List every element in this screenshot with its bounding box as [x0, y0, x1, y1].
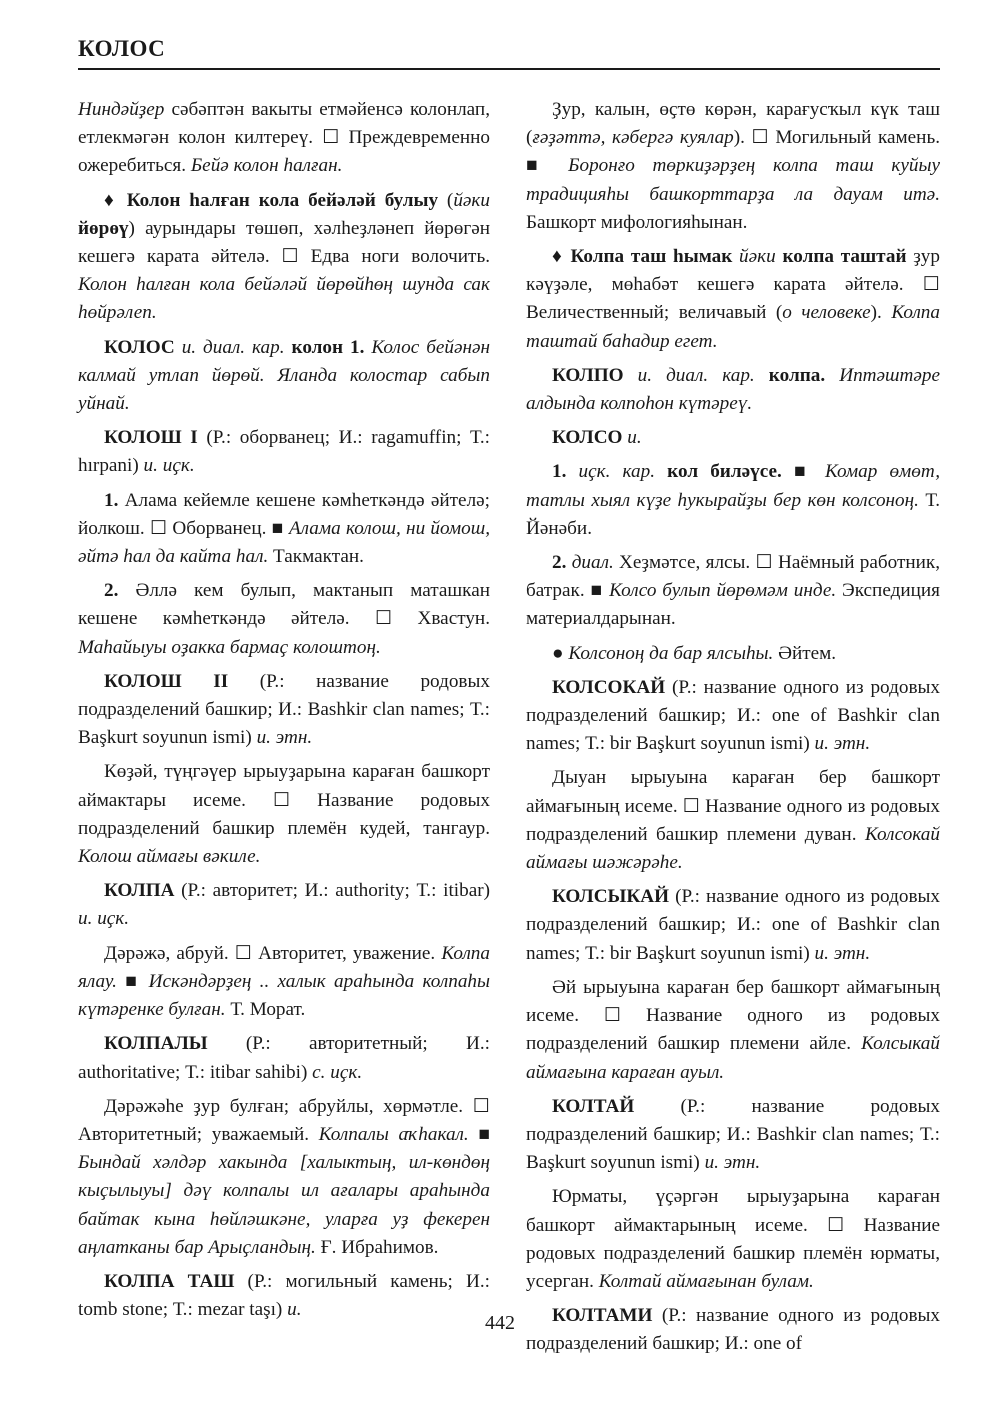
entry-text: Колпа ялау. [78, 942, 490, 992]
entry-text: и. [287, 1299, 302, 1321]
entry-text: (Р.: название родовых подразделений башкир; И.: Bashkir clan names; Т.: Başkurt soyunun ismi) [78, 670, 490, 749]
entry-text: (Р.: авторитетный; И.: authoritative; Т.: itibar sahibi) [78, 1033, 490, 1083]
entry-text: колпа. [768, 364, 826, 386]
entry-text: ) аурындары төшөп, хәлһеҙләнеп йөрөгән кешегә карата әйтелә. ☐ Едва ноги волочить. [78, 217, 490, 268]
dictionary-paragraph [78, 877, 490, 933]
dictionary-paragraph [78, 487, 490, 572]
entry-text: (Р.: название одного из родовых подразделений башкир; И.: one of Bashkir clan names; Т.: bir Başkurt soyunun ismi) [526, 886, 940, 964]
dictionary-paragraph [78, 577, 490, 662]
entry-text: Ниндәйҙер [78, 99, 165, 120]
dictionary-paragraph [526, 549, 940, 634]
entry-text: 1. [552, 461, 567, 483]
entry-text: Дәрәжә, абруй. ☐ Авторитет, уважение. [104, 942, 442, 964]
entry-text: и. иҫк. [143, 455, 195, 477]
entry-text: Колон һалған кола бейәләй йөрөйһөң шунда сак һөйрәлеп. [78, 274, 490, 324]
entry-text [624, 365, 638, 386]
dictionary-paragraph [78, 940, 490, 1025]
entry-text: 2. [552, 552, 567, 574]
headword: КОЛОШ I [104, 427, 198, 449]
entry-text: (Р.: могильный камень; И.: tomb stone; Т.: mezar taşı) [78, 1270, 490, 1321]
dictionary-paragraph [526, 674, 940, 759]
dictionary-paragraph [78, 96, 490, 181]
entry-text: и. диал. кар. [181, 336, 285, 358]
entry-text: Бейә колон һалған. [190, 155, 343, 177]
entry-text: Ғ. Ибраһимов. [315, 1236, 439, 1258]
entry-text: Боронғо төркиҙәрҙең колпа таш куйыу традицияһы башкорттарҙа ла дауам итә. [526, 155, 941, 205]
headword: КОЛПА ТАШ [104, 1270, 235, 1292]
entry-text [755, 365, 769, 386]
entry-text: Колтай аймағынан булам. [598, 1270, 814, 1292]
entry-text: ( [438, 189, 454, 211]
entry-text: и. этн. [814, 942, 871, 964]
entry-text [566, 461, 578, 482]
entry-text: Колпа таштай баһадир егет. [526, 302, 940, 352]
dictionary-paragraph [78, 668, 490, 753]
entry-text: и. этн. [256, 727, 313, 749]
dictionary-paragraph [526, 424, 940, 452]
headword: КОЛТАЙ [552, 1095, 635, 1117]
headword: КОЛТАМИ [552, 1305, 653, 1327]
entry-text: (Р.: название одного из родовых подразделений башкир; И.: one of [526, 1305, 940, 1355]
entry-text: колпа таштай [782, 246, 907, 268]
headword: КОЛСЫКАЙ [552, 886, 670, 908]
entry-text: Дәрәжәһе ҙур булған; абруйлы, хөрмәтле. ☐ Авторитетный; уважаемый. [78, 1095, 490, 1145]
dictionary-paragraph [78, 1093, 490, 1262]
entry-text: 2. [104, 580, 119, 602]
entry-text: иҫк. кар. [578, 461, 656, 483]
dictionary-paragraph [78, 1030, 490, 1086]
entry-text: Әллә кем булып, мактанып маташкан кешене кәмһеткәндә әйтелә. ☐ Хвастун. [78, 580, 490, 630]
entry-text: Колсыкай аймағына караған ауыл. [526, 1033, 940, 1083]
entry-text: ҙур кәүҙәле, мөһабәт кешегә карата әйтелә. ☐ Величественный; величавый ( [526, 246, 940, 324]
dictionary-paragraph [526, 362, 940, 418]
entry-text: Бындай хәлдәр хакында [халыктың, ил-көндөң кыҫылыуы] дәү колпалы ил ағалары араһында байтак кына һөйләшкәне, уларға уҙ фекерен аңлатканы бар Арыҫландың. [78, 1152, 490, 1258]
entry-text: 1. [104, 489, 119, 511]
entry-text: и. этн. [704, 1152, 761, 1174]
entry-text: Экспедиция материалдарынан. [526, 580, 940, 630]
entry-text: Колсокай аймағы шәжәрәһе. [526, 823, 940, 874]
entry-text: Көҙәй, түңгәүер ырыуҙарына караған башкорт аймактары исеме. ☐ Название родовых подразделений башкир племён кудей, тангаур. [78, 761, 490, 839]
entry-text: ғәҙәттә, кәбергә куялар [532, 127, 734, 149]
dictionary-paragraph [526, 1093, 940, 1178]
entry-text: Т. Йәнәби. [526, 489, 940, 539]
dictionary-paragraph [526, 883, 940, 968]
entry-text: ■ [468, 1123, 490, 1145]
headword: КОЛСОКАЙ [552, 676, 666, 698]
entry-text: и. [627, 427, 642, 449]
entry-text [175, 337, 182, 358]
entry-text: сәбәптән вакыты етмәйенсә колонлап, етлекмәгән колон килтереү. ☐ Преждевременно ожеребиться. [78, 99, 490, 177]
entry-text: ♦ Колон һалған кола бейәләй булыу [104, 189, 439, 211]
entry-text: и. этн. [814, 733, 871, 755]
headword: КОЛСО [552, 427, 623, 449]
entry-text: о человеке [782, 302, 871, 324]
entry-text: Колсо булып йөрөмәм инде. [609, 580, 837, 602]
entry-text: Комар өмөт, татлы хыял күҙе һукырайҙы бер көн колсоноң. [526, 461, 941, 511]
entry-text: кол биләүсе. [667, 461, 782, 483]
page-number: 442 [485, 1312, 515, 1334]
dictionary-paragraph [526, 974, 940, 1087]
entry-text: Колпалы аҡһакал. [318, 1123, 469, 1145]
headword: КОЛОШ II [104, 670, 229, 692]
entry-text: Әйтем. [773, 642, 837, 664]
headword: КОЛПА [104, 880, 175, 902]
left-column [78, 96, 490, 1330]
entry-text: Дыуан ырыуына караған бер башкорт аймағының исеме. ☐ Название одного из родовых подразделений башкир племени дуван. [526, 767, 940, 845]
running-head: КОЛОС [78, 36, 166, 61]
entry-text: и. диал. кар. [637, 364, 755, 386]
entry-text: (Р.: название родовых подразделений башкир; И.: Bashkir clan names; Т.: Başkurt soyunun ismi) [526, 1095, 940, 1174]
entry-text: ). [870, 302, 892, 324]
entry-text: йәки [739, 246, 776, 268]
dictionary-paragraph [526, 458, 940, 543]
entry-text: Иптәштәре алдында колпоһон күтәреү. [526, 364, 941, 415]
entry-text: Алама колош, ни йомош, әйтә һал да кайта һал. [78, 517, 490, 568]
entry-text: Т. Морат. [225, 999, 306, 1021]
dictionary-paragraph [526, 1183, 940, 1296]
dictionary-paragraph [78, 187, 490, 328]
entry-text [285, 337, 292, 358]
dictionary-paragraph [78, 334, 490, 419]
entry-text: колон 1. [291, 336, 365, 358]
entry-text: ● [552, 642, 569, 664]
entry-text: йөрөү [78, 217, 129, 239]
entry-text: с. иҫк. [312, 1061, 363, 1083]
dictionary-paragraph [78, 758, 490, 871]
entry-text: Хеҙмәтсе, ялсы. ☐ Наёмный работник, батрак. ■ [526, 552, 940, 602]
entry-text: Колос бейәнән калмай утлап йөрөй. Яланда колостар сабып уйнай. [78, 336, 491, 415]
entry-text: ■ [116, 970, 149, 992]
entry-text [825, 365, 839, 386]
entry-text: Алама кейемле кешене кәмһеткәндә әйтелә; йолкош. ☐ Оборванец. ■ [78, 489, 490, 539]
entry-text: Юрматы, үҫәргән ырыуҙарына караған башкорт аймактарының исеме. ☐ Название родовых подразделений башкир племён юрматы, усерган. [526, 1186, 940, 1292]
entry-text: (Р.: авторитет; И.: authority; Т.: itibar) [174, 880, 490, 902]
entry-text: Колсоноң да бар ялсыһы. [568, 642, 774, 664]
entry-text: ♦ Колпа таш һымак [552, 246, 733, 268]
entry-text: ). ☐ Могильный камень. ■ [526, 127, 940, 177]
headword: КОЛПАЛЫ [104, 1033, 208, 1055]
entry-text: (Р.: оборванец; И.: ragamuffin; Т.: hırpani) [78, 427, 490, 477]
entry-text: Ҙур, калын, өҫтө көрән, карағусҡыл күк таш ( [526, 99, 940, 149]
header-rule [78, 68, 940, 70]
entry-text [655, 461, 667, 482]
entry-text: и. иҫк. [78, 908, 130, 930]
headword: КОЛПО [552, 364, 624, 386]
right-column [526, 96, 940, 1365]
entry-text: (Р.: название одного из родовых подразделений башкир; И.: one of Bashkir clan names; Т.: bir Başkurt soyunun ismi) [526, 676, 940, 755]
entry-text: йәки [453, 189, 490, 211]
dictionary-paragraph [526, 96, 940, 237]
entry-text: Әй ырыуына караған бер башкорт аймағының исеме. ☐ Название одного из родовых подразделений башкир племени айле. [526, 976, 940, 1055]
entry-text: Колош аймағы вәкиле. [78, 846, 261, 868]
entry-text: диал. [571, 552, 614, 574]
headword: КОЛОС [104, 336, 175, 358]
entry-text: Маһайыуы оҙакка бармаҫ колоштоң. [78, 636, 381, 658]
entry-text: Башкорт мифологияһынан. [526, 211, 748, 233]
entry-text: ■ [781, 461, 826, 483]
dictionary-paragraph [526, 764, 940, 877]
dictionary-paragraph [78, 424, 490, 480]
entry-text: Искәндәрҙең .. халык араһында колпаһы күтәренке булған. [78, 970, 490, 1021]
entry-text: Такмактан. [268, 546, 364, 568]
dictionary-paragraph [526, 640, 940, 668]
dictionary-paragraph [526, 243, 940, 356]
